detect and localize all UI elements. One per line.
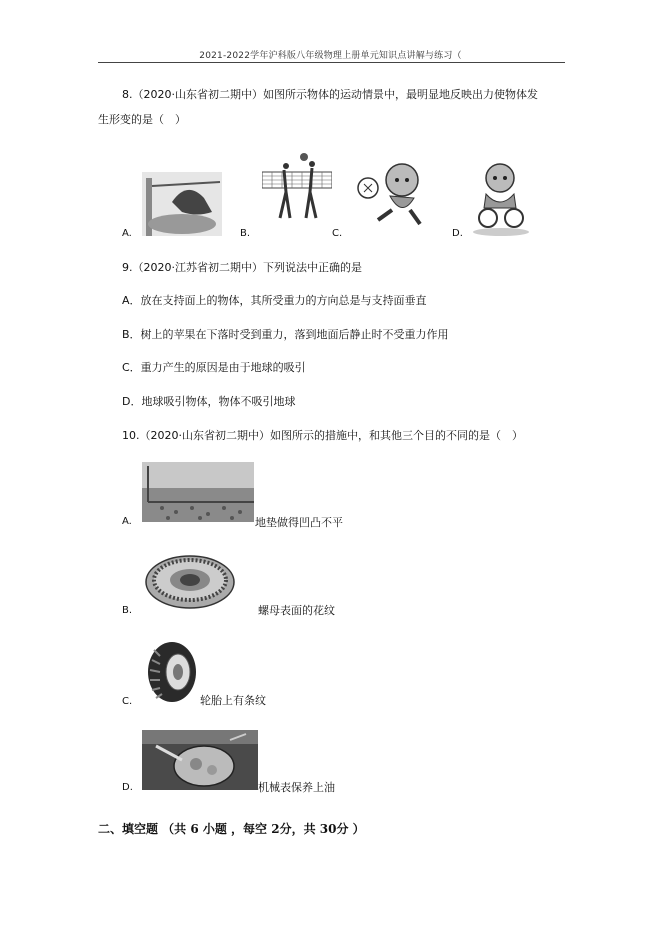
header-divider bbox=[98, 62, 565, 63]
mascot-kicking-ball-image bbox=[354, 158, 430, 234]
volleyball-image bbox=[262, 152, 332, 232]
q9-option-a: A．放在支持面上的物体，其所受重力的方向总是与支持面垂直 bbox=[122, 294, 427, 307]
q10-option-a-letter: A. bbox=[122, 516, 132, 527]
q9-option-d: D．地球吸引物体，物体不吸引地球 bbox=[122, 395, 296, 408]
page-header: 2021-2022学年沪科版八年级物理上册单元知识点讲解与练习（ bbox=[199, 51, 462, 61]
nut-image bbox=[142, 552, 238, 612]
high-jump-image bbox=[142, 172, 222, 236]
floor-mat-image bbox=[142, 462, 254, 522]
tire-image bbox=[146, 640, 198, 704]
q8-option-a-letter: A. bbox=[122, 228, 132, 239]
q8-stem-line2: 生形变的是（ ） bbox=[98, 113, 186, 126]
q9-stem: 9.（2020·江苏省初二期中）下列说法中正确的是 bbox=[122, 261, 362, 274]
q10-option-c-caption: 轮胎上有条纹 bbox=[200, 694, 266, 707]
q8-option-c-letter: C. bbox=[332, 228, 343, 239]
mascot-cycling-image bbox=[472, 160, 530, 236]
q10-option-d-caption: 机械表保养上油 bbox=[258, 781, 335, 794]
q8-option-d-letter: D. bbox=[452, 228, 463, 239]
q10-option-a-caption: 地垫做得凹凸不平 bbox=[255, 516, 343, 529]
q10-option-c-letter: C. bbox=[122, 696, 133, 707]
section-title: 二、填空题 （共 6 小题 ，每空 2分，共 30分 ） bbox=[98, 822, 365, 836]
q10-option-d-letter: D. bbox=[122, 782, 133, 793]
mechanical-watch-image bbox=[142, 730, 258, 790]
q10-option-b-caption: 螺母表面的花纹 bbox=[258, 604, 335, 617]
q9-option-b: B．树上的苹果在下落时受到重力，落到地面后静止时不受重力作用 bbox=[122, 328, 449, 341]
q10-stem: 10.（2020·山东省初二期中）如图所示的措施中，和其他三个目的不同的是（ ） bbox=[122, 429, 523, 442]
q8-option-b-letter: B. bbox=[240, 228, 251, 239]
q8-stem-line1: 8.（2020·山东省初二期中）如图所示物体的运动情景中，最明显地反映出力使物体发 bbox=[122, 88, 538, 101]
q10-option-b-letter: B. bbox=[122, 605, 133, 616]
q9-option-c: C．重力产生的原因是由于地球的吸引 bbox=[122, 361, 306, 374]
